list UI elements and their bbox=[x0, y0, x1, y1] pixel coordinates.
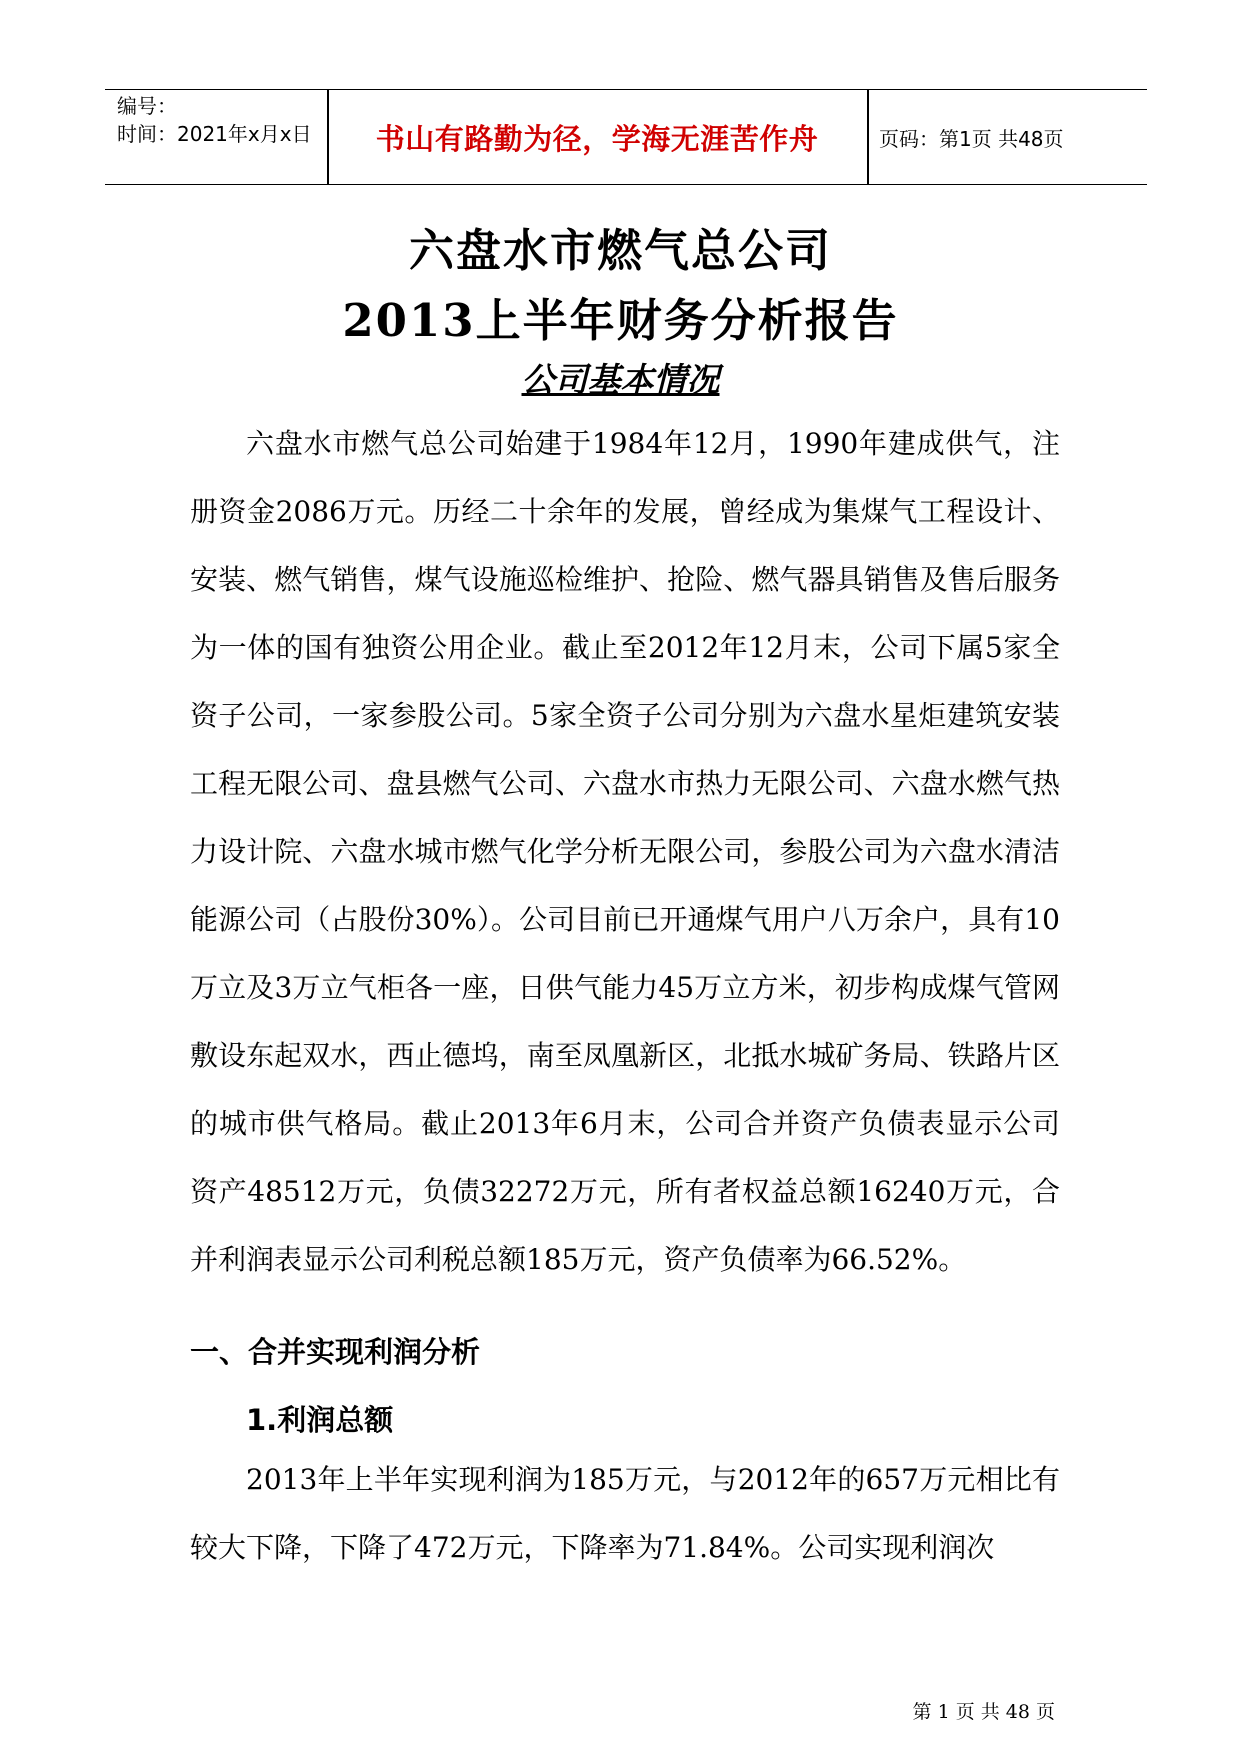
number-label: 编号： bbox=[117, 94, 177, 118]
section1-heading: 一、合并实现利润分析 bbox=[190, 1335, 481, 1369]
section1-body bbox=[190, 1446, 1060, 1582]
section-title: 公司基本情况 bbox=[521, 360, 720, 399]
document-title-line2: 2013上半年财务分析报告 bbox=[342, 294, 899, 347]
intro-paragraph: 六盘水市燃气总公司始建于1984年12月，1990年建成供气，注册资金2086万元。历经二十余年的发展，曾经成为集煤气工程设计、安装、燃气销售，煤气设施巡检维护、抢险、燃气器具销售及售后服务为一体的国有独资公用企业。截止至2012年12月末，公司下属5家全资子公司，一家参股公司。5家全资子公司分别为六盘水星炬建筑安装工程无限公司、盘县燃气公司、六盘水市热力无限公司、六盘水燃气热力设计院、六盘水城市燃气化学分析无限公司，参股公司为六盘水清洁能源公司（占股份30%）。公司目前已开通煤气用户八万余户，具有10万立及3万立气柜各一座，日供气能力45万立方米，初步构成煤气管网敷设东起双水，西止德坞，南至凤凰新区，北抵水城矿务局、铁路片区的城市供气格局。截止2013年6月末，公司合并资产负债表显示公司资产48512万元，负债32272万元，所有者权益总额16240万元，合并利润表显示公司利税总额185万元，资产负债率为66.52%。 bbox=[190, 427, 1060, 1276]
intro-body bbox=[190, 410, 1060, 1294]
page-footer: 第 1 页 共 48 页 bbox=[912, 1701, 1055, 1723]
header-divider-right bbox=[867, 90, 869, 184]
header-motto: 书山有路勤为径，学海无涯苦作舟 bbox=[375, 121, 819, 156]
document-title-line1: 六盘水市燃气总公司 bbox=[408, 224, 832, 277]
section1-paragraph: 2013年上半年实现利润为185万元，与2012年的657万元相比有较大下降，下降了472万元，下降率为71.84%。公司实现利润次 bbox=[190, 1463, 1060, 1564]
time-label: 时间：2021年x月x日 bbox=[117, 122, 312, 146]
header-table bbox=[105, 89, 1147, 185]
section1-subheading: 1.利润总额 bbox=[246, 1403, 394, 1437]
header-page-info: 页码：第1页 共48页 bbox=[879, 126, 1064, 151]
